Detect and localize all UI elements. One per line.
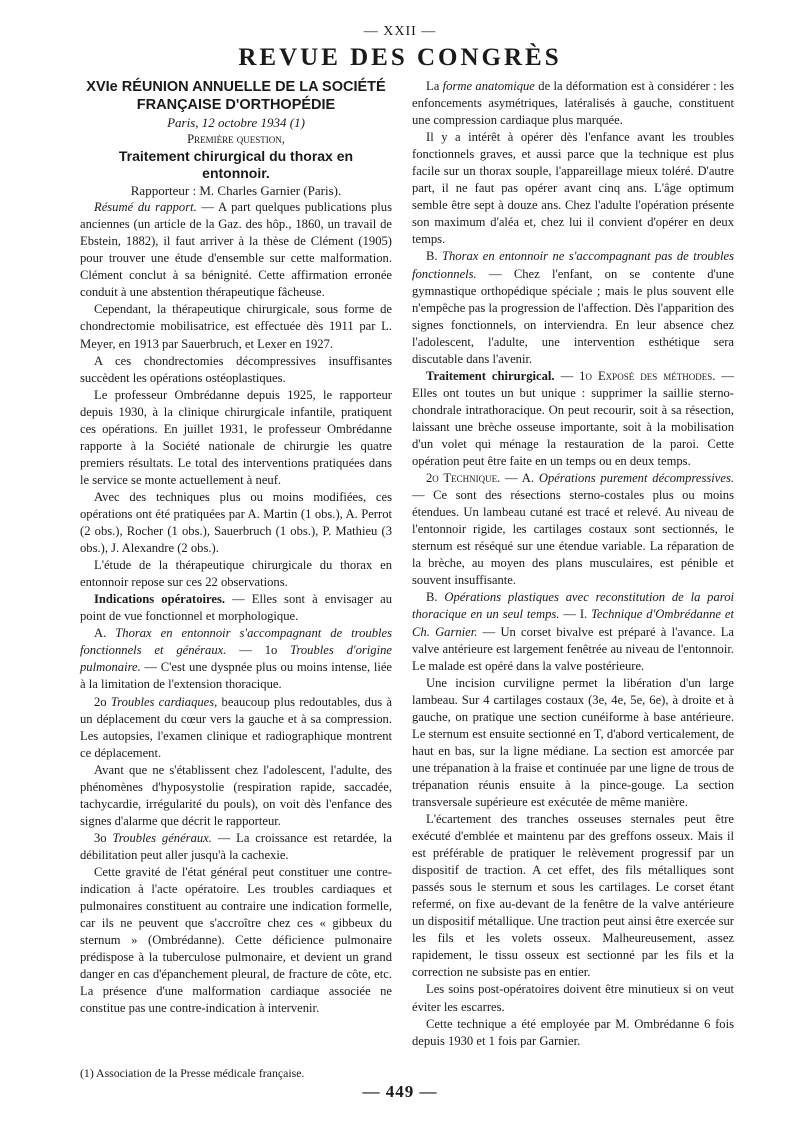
left-column (80, 78, 392, 1017)
section-banner: REVUE DES CONGRÈS (238, 44, 562, 71)
paragraph: L'écartement des tranches osseuses sternales peut être exécuté d'emblée et maintenu par des greffons osseux. Mais il est préférable de pratiquer le relèvement progressif par un dispositif de traction. A cet effet, des fils métalliques sont passés sous le sternum et sous les cartilages. Le corset étant refermé, on fixe au-devant de la fenêtre de la valve antérieure un dispositif métallique. Une traction peut ainsi être exercée sur les fils et les volets osseux. Malheureusement, assez rapidement, le tissu osseux est sectionné par les fils et la correction ne subsiste pas en entier. (412, 812, 734, 980)
paragraph: A. Thorax en entonnoir s'accompagnant de troubles fonctionnels et généraux. — 1o Troubles d'origine pulmonaire. — C'est une dyspnée plus ou moins intense, liée à la limitation de l'extension thoracique. (80, 626, 392, 692)
paragraph: La forme anatomique de la déformation est à considérer : les enfoncements asymétriques, latéralisés à gauche, constituent une compression cardiaque plus marquée. (412, 79, 734, 128)
paragraph: B. Thorax en entonnoir ne s'accompagnant pas de troubles fonctionnels. — Chez l'enfant, on se contente d'une gymnastique orthopédique spéciale ; mais le plus souvent elle n'empêche pas la progression de l'affection. Dès l'apparition des signes fonctionnels, on interviendra. En leur absence chez l'adolescent, l'adulte, une intervention esthétique sera discutable dans l'avenir. (412, 249, 735, 366)
question-heading: Première question, (187, 132, 285, 147)
paragraph: L'étude de la thérapeutique chirurgicale du thorax en entonnoir repose sur ces 22 observations. (80, 558, 392, 590)
treatment-label: Traitement chirurgical. (426, 368, 555, 383)
right-column (412, 78, 734, 1050)
paper-title-line-2: entonnoir. (202, 165, 270, 182)
meeting-title-line-1: XVIe RÉUNION ANNUELLE DE LA SOCIÉTÉ (86, 79, 386, 95)
paragraph: Cette technique a été employée par M. Ombrédanne 6 fois depuis 1930 et 1 fois par Garnier. (412, 1016, 734, 1048)
paragraph: Cette gravité de l'état général peut constituer une contre-indication à l'acte opératoire. Les troubles cardiaques et pulmonaires constituent au contraire une indication formelle, car ils ne peuvent que s'accroître chez ces « gibbeux du sternum » (Ombrédanne). Cette déficience pulmonaire prédispose à la tuberculose pulmonaire, et devient un grand danger en cas d'épanchement pleural, de fracture de côte, etc. La présence d'une malformation cardiaque associée ne constitue pas une contre-indication à intervenir. (80, 864, 392, 1016)
paragraph-technique: 2o Technique. — A. Opérations purement décompressives. — Ce sont des résections sterno-costales plus ou moins étendues. Un lambeau cutané est tracé et relevé. Au niveau de l'entonnoir rigide, les cartilages costaux sont sectionnés, le sternum est réséqué sur une étendue variable. La réparation de la brèche, au moyen des plans musculaires, est pénible et souvent insuffisante. (412, 471, 734, 588)
paragraph: 2o Troubles cardiaques, beaucoup plus redoutables, dus à un déplacement du cœur vers la gauche et à sa compression. Les autopsies, l'examen clinique et radiographique montrent ce déplacement. (80, 694, 392, 760)
paragraph-indications: Indications opératoires. — Elles sont à envisager au point de vue fonctionnel et morphologique. (80, 592, 393, 624)
paragraph: A ces chondrectomies décompressives insuffisantes succèdent les opérations ostéoplastiques. (80, 353, 392, 385)
paper-title-line-1: Traitement chirurgical du thorax en (118, 148, 354, 165)
rapporteur-line: Rapporteur : M. Charles Garnier (Paris). (130, 183, 342, 199)
paragraph: Cependant, la thérapeutique chirurgicale, sous forme de chondrectomie mobilisatrice, est effectuée dès 1911 par L. Meyer, en 1913 par Sauerbruch, et Lexer en 1927. (80, 302, 392, 351)
meeting-title-line-2: FRANÇAISE D'ORTHOPÉDIE (136, 97, 336, 113)
footnote: (1) Association de la Presse médicale française. (80, 1066, 305, 1080)
running-head: — XXII — (363, 24, 437, 39)
paragraph-treatment: Traitement chirurgical. — 1o Exposé des méthodes. — Elles ont toutes un but unique : supprimer la saillie sterno-chondrale intrathoracique. On peut recourir, soit à sa résection, laissant une brèche osseuse importante, soit à la mobilisation d'un volet qui ménage la restauration de la paroi. Cette opération peut être faite en un temps ou en deux temps. (412, 368, 735, 469)
paragraph: 3o Troubles généraux. — La croissance est retardée, la débilitation peut aller jusqu'à la cachexie. (80, 830, 393, 862)
page-number: — 449 — (362, 1082, 438, 1101)
paragraph: Les soins post-opératoires doivent être minutieux si on veut éviter les escarres. (412, 982, 734, 1014)
paragraph-resume: Résumé du rapport. — A part quelques publications plus anciennes (un article de la Gaz. des hôp., 1860, un travail de Ebstein, 1882), il faut arriver à la thèse de Clément (1905) pour trouver une étude d'ensemble sur cette malformation. Clément conclut à sa bénignité. Cette affirmation erronée conduit à une abstention thérapeutique fâcheuse. (80, 200, 392, 300)
resume-label: Résumé du rapport. (94, 200, 197, 215)
indications-label: Indications opératoires. (94, 592, 226, 607)
paragraph: Une incision curviligne permet la libération d'un large lambeau. Sur 4 cartilages costaux (3e, 4e, 5e, 6e), à droite et à gauche, on pratique une section cunéiforme à base antérieure. Le sternum est ensuite sectionné en T, d'abord verticalement, de haut en bas, sur la ligne médiane. La section est amorcée par une trépanation à la fraise et continuée par une ligne de trous de trépanation réunis ensuite à la pince-gouge. La section transversale supérieure est exécutée de même manière. (412, 675, 734, 809)
paragraph: Le professeur Ombrédanne depuis 1925, le rapporteur depuis 1930, à la clinique chirurgicale infantile, pratiquent ces opérations. En juillet 1931, le professeur Ombrédanne rapporte à la Société nationale de chirurgie les quatre premiers résultats. Le total des interventions pratiquées dans le service se monte actuellement à neuf. (80, 387, 392, 487)
paragraph: Il y a intérêt à opérer dès l'enfance avant les troubles fonctionnels graves, et aussi parce que la technique est plus facile sur un thorax souple, l'appareillage mieux toléré. D'autre part, il ne faut pas opérer avant cinq ans. L'âge optimum semble être sept à douze ans. Chez l'adulte l'opération présente son maximum d'aléa et, chez lui il convient d'opérer en deux temps. (412, 130, 734, 247)
paragraph: B. Opérations plastiques avec reconstitution de la paroi thoracique en un seul temps. — I. Technique d'Ombrédanne et Ch. Garnier. — Un corset bivalve est préparé à l'avance. La valve antérieure est largement fenêtrée au niveau de l'entonnoir. Le malade est opéré dans la valve postérieure. (412, 590, 735, 673)
paragraph: Avant que ne s'établissent chez l'adolescent, l'adulte, des phénomènes d'hyposystolie (respiration rapide, saccadée, tachycardie, irrégularité du pouls), on voit dès l'enfance des signes d'alarme que décrit le rapporteur. (80, 762, 392, 828)
meeting-place-date: Paris, 12 octobre 1934 (1) (167, 115, 305, 130)
paragraph: Avec des techniques plus ou moins modifiées, ces opérations ont été pratiquées par A. Martin (1 obs.), A. Perrot (2 obs.), Rocher (1 obs.), Sauerbruch (1 obs.), P. Mathieu (3 obs.), J. Alexandre (2 obs.). (80, 489, 392, 556)
